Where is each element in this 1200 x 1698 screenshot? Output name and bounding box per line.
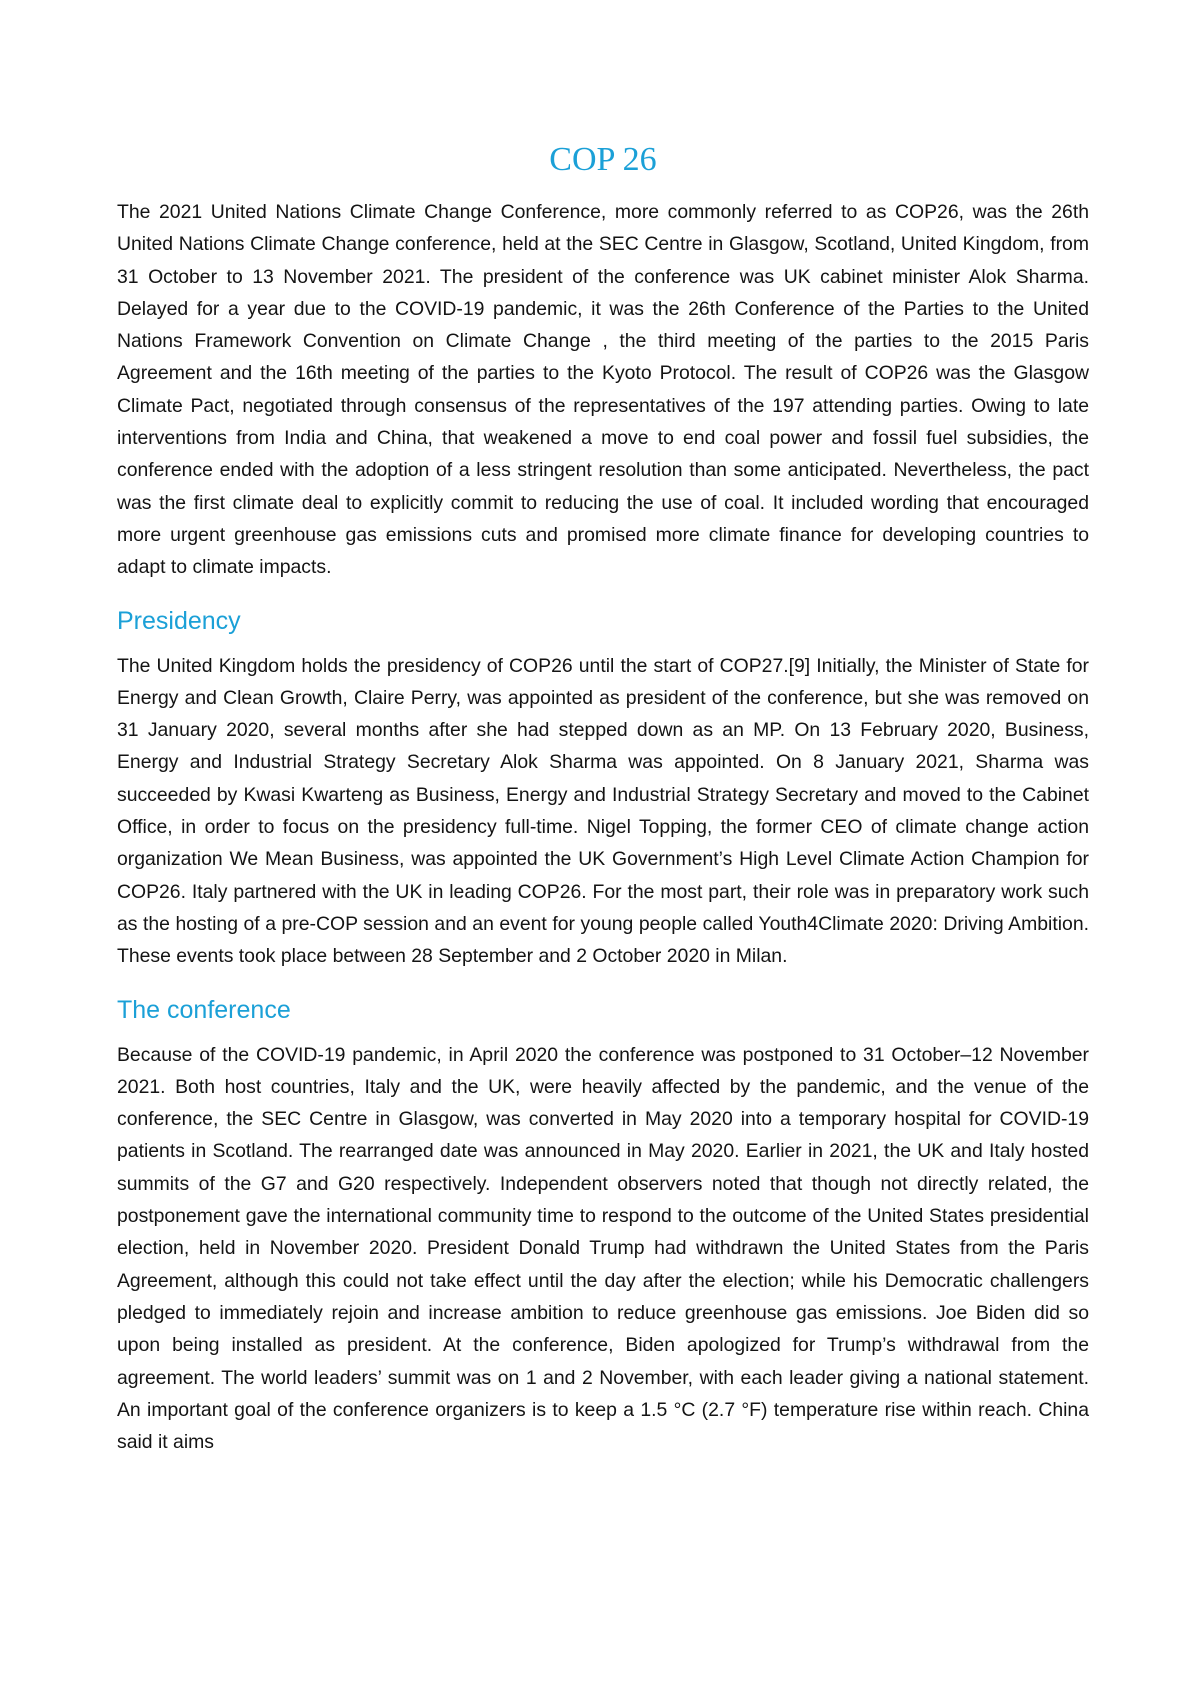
section-heading-conference: The conference: [117, 995, 291, 1024]
presidency-paragraph: The United Kingdom holds the presidency of COP26 until the start of COP27.[9] Initially, the Minister of State for Energy and Clean Growth, Claire Perry, was appointed as president of the conference, but she was removed on 31 January 2020, several months after she had stepped down as an MP. On 13 February 2020, Business, Energy and Industrial Strategy Secretary Alok Sharma was appointed. On 8 January 2021, Sharma was succeeded by Kwasi Kwarteng as Business, Energy and Industrial Strategy Secretary and moved to the Cabinet Office, in order to focus on the presidency full-time. Nigel Topping, the former CEO of climate change action organization We Mean Business, was appointed the UK Government’s High Level Climate Action Champion for COP26. Italy partnered with the UK in leading COP26. For the most part, their role was in preparatory work such as the hosting of a pre-COP session and an event for young people called Youth4Climate 2020: Driving Ambition. These events took place between 28 September and 2 October 2020 in Milan.: [117, 654, 1089, 968]
document-title: COP 26: [549, 141, 657, 178]
document-content: [117, 138, 1089, 1458]
intro-paragraph: The 2021 United Nations Climate Change Conference, more commonly referred to as COP26, was the 26th United Nations Climate Change conference, held at the SEC Centre in Glasgow, Scotland, United Kingdom, from 31 October to 13 November 2021. The president of the conference was UK cabinet minister Alok Sharma. Delayed for a year due to the COVID-19 pandemic, it was the 26th Conference of the Parties to the United Nations Framework Convention on Climate Change , the third meeting of the parties to the 2015 Paris Agreement and the 16th meeting of the parties to the Kyoto Protocol. The result of COP26 was the Glasgow Climate Pact, negotiated through consensus of the representatives of the 197 attending parties. Owing to late interventions from India and China, that weakened a move to end coal power and fossil fuel subsidies, the conference ended with the adoption of a less stringent resolution than some anticipated. Nevertheless, the pact was the first climate deal to explicitly commit to reducing the use of coal. It included wording that encouraged more urgent greenhouse gas emissions cuts and promised more climate finance for developing countries to adapt to climate impacts.: [117, 201, 1089, 579]
section-heading-presidency: Presidency: [117, 606, 241, 635]
conference-paragraph: Because of the COVID-19 pandemic, in April 2020 the conference was postponed to 31 October–12 November 2021. Both host countries, Italy and the UK, were heavily affected by the pandemic, and the venue of the conference, the SEC Centre in Glasgow, was converted in May 2020 into a temporary hospital for COVID-19 patients in Scotland. The rearranged date was announced in May 2020. Earlier in 2021, the UK and Italy hosted summits of the G7 and G20 respectively. Independent observers noted that though not directly related, the postponement gave the international community time to respond to the outcome of the United States presidential election, held in November 2020. President Donald Trump had withdrawn the United States from the Paris Agreement, although this could not take effect until the day after the election; while his Democratic challengers pledged to immediately rejoin and increase ambition to reduce greenhouse gas emissions. Joe Biden did so upon being installed as president. At the conference, Biden apologized for Trump’s withdrawal from the agreement. The world leaders’ summit was on 1 and 2 November, with each leader giving a national statement. An important goal of the conference organizers is to keep a 1.5 °C (2.7 °F) temperature rise within reach. China said it aims: [117, 1043, 1089, 1454]
